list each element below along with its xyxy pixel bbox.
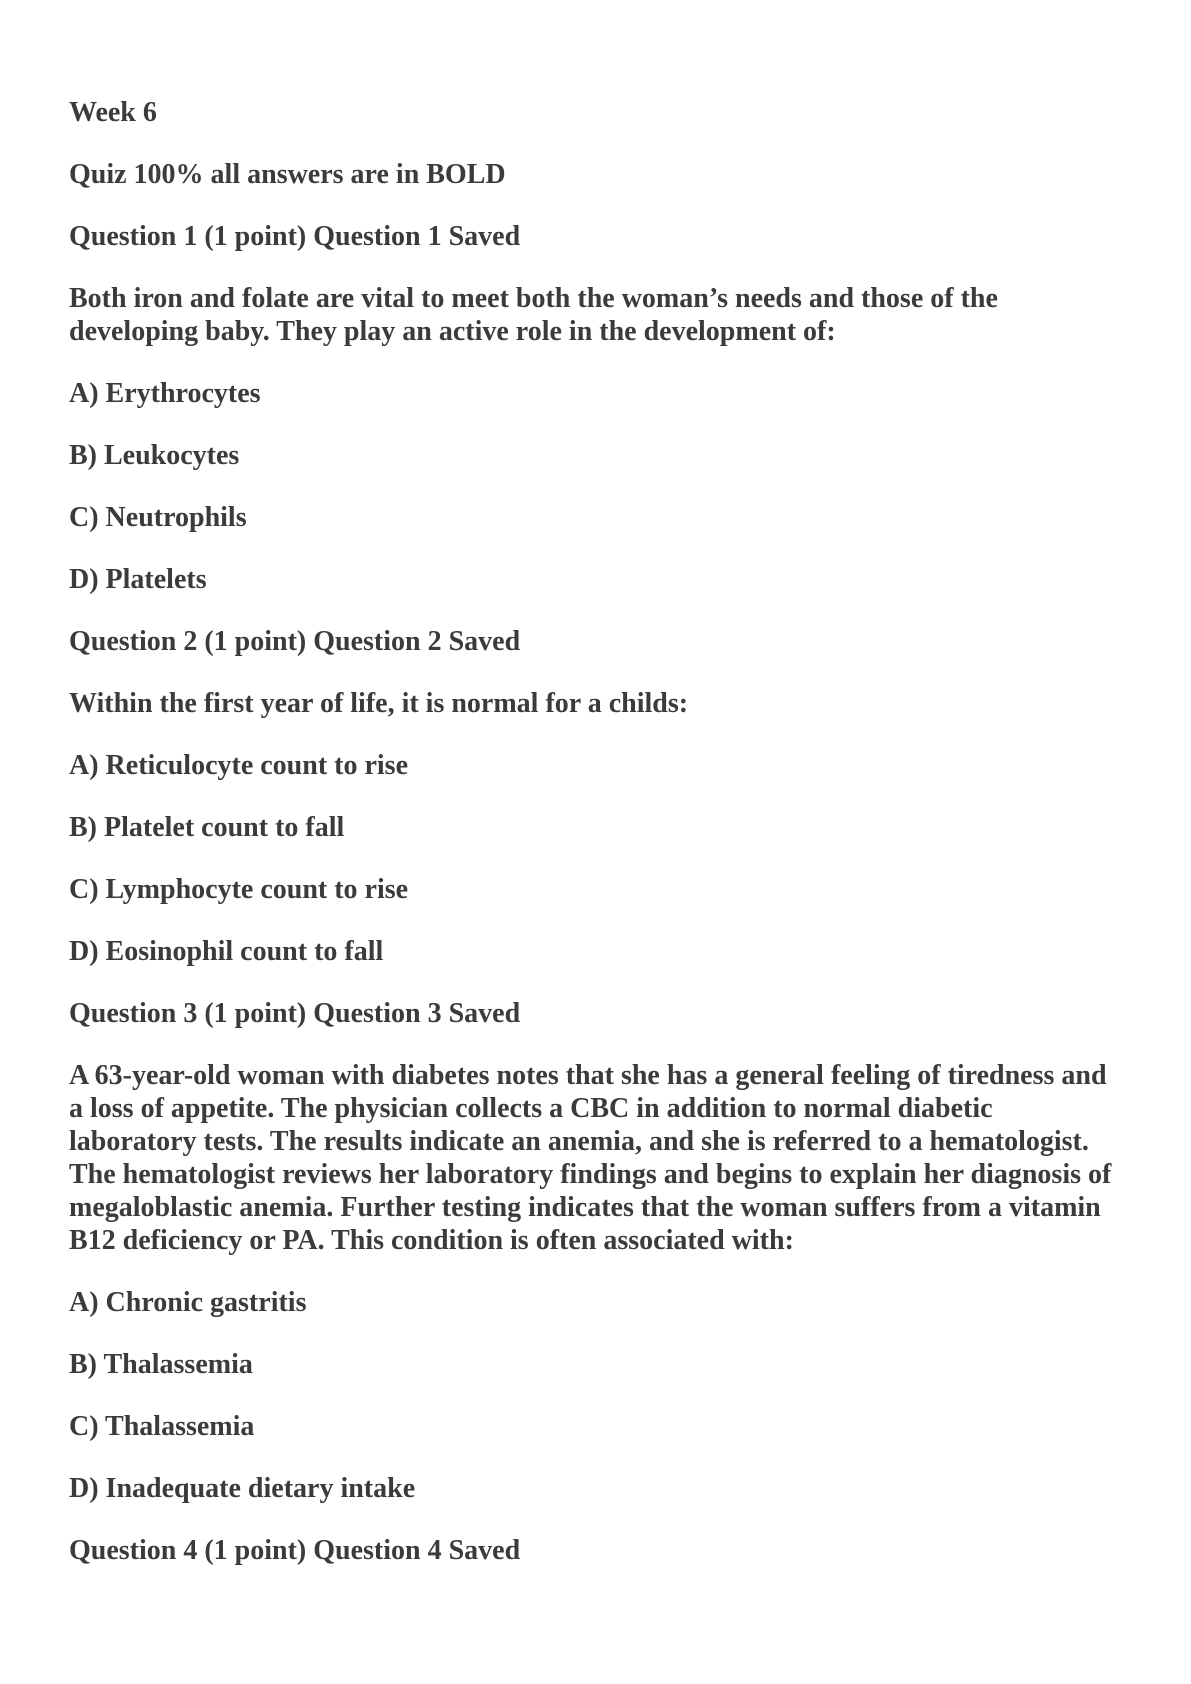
question-text-line: The hematologist reviews her laboratory findings and begins to explain her diagnosis of (69, 1159, 1112, 1190)
week-title: Week 6 (69, 97, 157, 128)
question-heading: Question 3 (1 point) Question 3 Saved (69, 998, 521, 1029)
answer-option: B) Platelet count to fall (69, 812, 345, 843)
question-text-line: megaloblastic anemia. Further testing indicates that the woman suffers from a vitamin (69, 1192, 1101, 1223)
question-block (69, 997, 1129, 1505)
answer-option: C) Thalassemia (69, 1411, 255, 1442)
question-text-line: Within the first year of life, it is normal for a childs: (69, 688, 689, 719)
question-block (69, 625, 1129, 968)
document-page (69, 96, 1129, 1596)
question-heading: Question 4 (1 point) Question 4 Saved (69, 1535, 521, 1566)
answer-option: D) Platelets (69, 564, 207, 595)
answer-option: D) Eosinophil count to fall (69, 936, 384, 967)
question-text-line: Both iron and folate are vital to meet both the woman’s needs and those of the (69, 283, 998, 314)
answer-option: B) Leukocytes (69, 440, 240, 471)
quiz-subtitle: Quiz 100% all answers are in BOLD (69, 159, 506, 190)
answer-option: D) Inadequate dietary intake (69, 1473, 416, 1504)
question-text-line: B12 deficiency or PA. This condition is often associated with: (69, 1225, 794, 1256)
question-text-line: A 63-year-old woman with diabetes notes that she has a general feeling of tiredness and (69, 1060, 1107, 1091)
answer-option: A) Chronic gastritis (69, 1287, 307, 1318)
question-text-line: a loss of appetite. The physician collects a CBC in addition to normal diabetic (69, 1093, 993, 1124)
question-heading: Question 2 (1 point) Question 2 Saved (69, 626, 521, 657)
question-text-line: laboratory tests. The results indicate an anemia, and she is referred to a hematologist. (69, 1126, 1089, 1157)
question-text (69, 282, 1129, 348)
answer-option: C) Neutrophils (69, 502, 247, 533)
question-block (69, 1534, 1129, 1567)
question-text (69, 1059, 1129, 1257)
question-heading: Question 1 (1 point) Question 1 Saved (69, 221, 521, 252)
answer-option: C) Lymphocyte count to rise (69, 874, 409, 905)
question-text (69, 687, 1129, 720)
answer-option: B) Thalassemia (69, 1349, 253, 1380)
answer-option: A) Erythrocytes (69, 378, 261, 409)
question-block (69, 220, 1129, 596)
answer-option: A) Reticulocyte count to rise (69, 750, 409, 781)
question-text-line: developing baby. They play an active role in the development of: (69, 316, 836, 347)
